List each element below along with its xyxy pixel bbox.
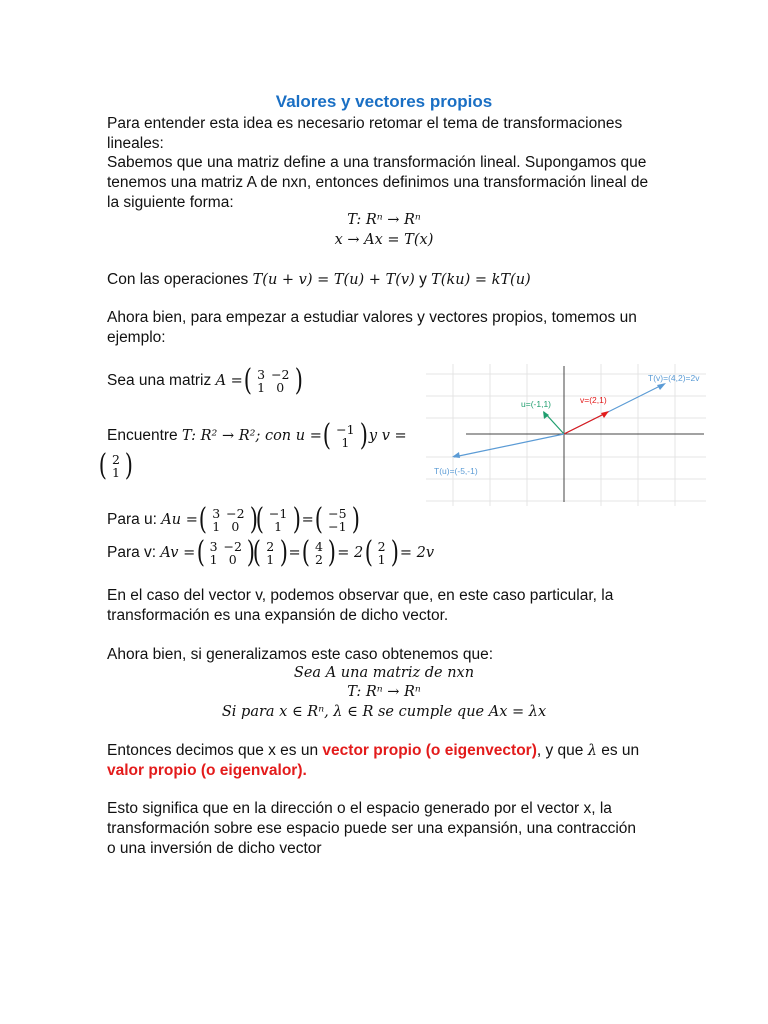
para-v-eq: = (288, 545, 301, 562)
label-u: u=(-1,1) (521, 399, 551, 409)
definition-line-1: T: Rⁿ → Rⁿ (347, 212, 421, 228)
intro2-paragraph: Sabemos que una matriz define a una transformación lineal. Supongamos que tenemos una matriz A de nxn, entonces definimos una transformación lineal de la siguiente forma: (107, 154, 649, 211)
matrix-a-v: ( 3 −2 1 0 ) (196, 535, 256, 570)
vector-tu-arrow (454, 434, 564, 457)
general-line-1: Sea A una matriz de nxn (293, 665, 475, 681)
factor-two: = 2 (337, 545, 364, 562)
label-tu: T(u)=(-5,-1) (434, 466, 478, 476)
valor-propio-text: valor propio (o eigenvalor). (107, 762, 307, 779)
general-line-3: Si para x ∈ Rⁿ, λ ∈ R se cumple que Ax = λx (221, 704, 547, 720)
para-u-lhs: Au = (161, 512, 198, 529)
para-u-label: Para u: (107, 511, 157, 529)
operations-y: y (419, 271, 427, 288)
encuentre-yv: y v = (368, 428, 407, 445)
operations-line (107, 270, 531, 290)
vector-v-mult: ( 2 1 ) (253, 535, 288, 570)
encuentre-formula: T: R² → R²; con u = (181, 428, 322, 445)
para-u-line (107, 502, 360, 537)
example-intro: Ahora bien, para empezar a estudiar valores y vectores propios, tomemos un ejemplo: (107, 309, 637, 346)
vector-tv: ( 4 2 ) (301, 535, 337, 570)
vector-tv-arrowhead (657, 383, 666, 390)
sea-label: Sea una matriz (107, 372, 212, 390)
vector-graph (426, 364, 706, 506)
intro-paragraph: Para entender esta idea es necesario retomar el tema de transformaciones lineales: (107, 115, 623, 152)
matrix-a: ( 3 −2 1 0 ) (243, 363, 303, 398)
entonces-c: es un (601, 742, 640, 759)
page-title: Valores y vectores propios (275, 92, 493, 111)
general-line-2: T: Rⁿ → Rⁿ (347, 684, 421, 700)
operations-formula-sum: T(u + v) = T(u) + T(v) (252, 272, 415, 288)
vector-propio-text: vector propio (o eigenvector) (322, 742, 537, 759)
vector-v: ( 2 1 ) (98, 448, 134, 483)
two-v: = 2v (399, 545, 435, 562)
encuentre-label: Encuentre (107, 427, 178, 445)
label-v: v=(2,1) (580, 395, 607, 405)
generaliza-paragraph: Ahora bien, si generalizamos este caso obtenemos que: (107, 646, 494, 663)
label-tv: T(v)=(4,2)=2v (648, 373, 700, 383)
operations-label: Con las operaciones (107, 271, 249, 288)
matrix-a-line (107, 363, 303, 398)
vector-v-arrowhead (601, 411, 609, 418)
entonces-a: Entonces decimos que x es un (107, 742, 319, 759)
expansion-paragraph: En el caso del vector v, podemos observar que, en este caso particular, la transformación es una expansión de dicho vector. (107, 587, 614, 624)
matrix-a-u: ( 3 −2 1 0 ) (198, 502, 258, 537)
para-v-lhs: Av = (160, 545, 196, 562)
vector-u: ( −1 1 ) (322, 418, 368, 453)
operations-formula-scalar: T(ku) = kT(u) (431, 272, 531, 288)
para-v-label: Para v: (107, 544, 157, 562)
para-u-eq: = (301, 512, 314, 529)
vector-v-line (98, 448, 134, 483)
entonces-paragraph (107, 741, 647, 781)
vector-v-factor: ( 2 1 ) (364, 535, 399, 570)
final-paragraph: Esto significa que en la dirección o el espacio generado por el vector x, la transformación sobre ese espacio puede ser una expansión, una contracción o una inversión de dicho vector (107, 800, 637, 857)
encuentre-line (107, 418, 407, 453)
vector-tu: ( −5 −1 ) (314, 502, 360, 537)
para-v-line (107, 535, 435, 570)
vector-u-mult: ( −1 1 ) (255, 502, 301, 537)
lambda-symbol: λ (587, 743, 597, 759)
definition-line-2: x → Ax = T(x) (334, 232, 434, 248)
entonces-b: , y que (536, 742, 584, 759)
matrix-a-var: A = (215, 373, 243, 390)
